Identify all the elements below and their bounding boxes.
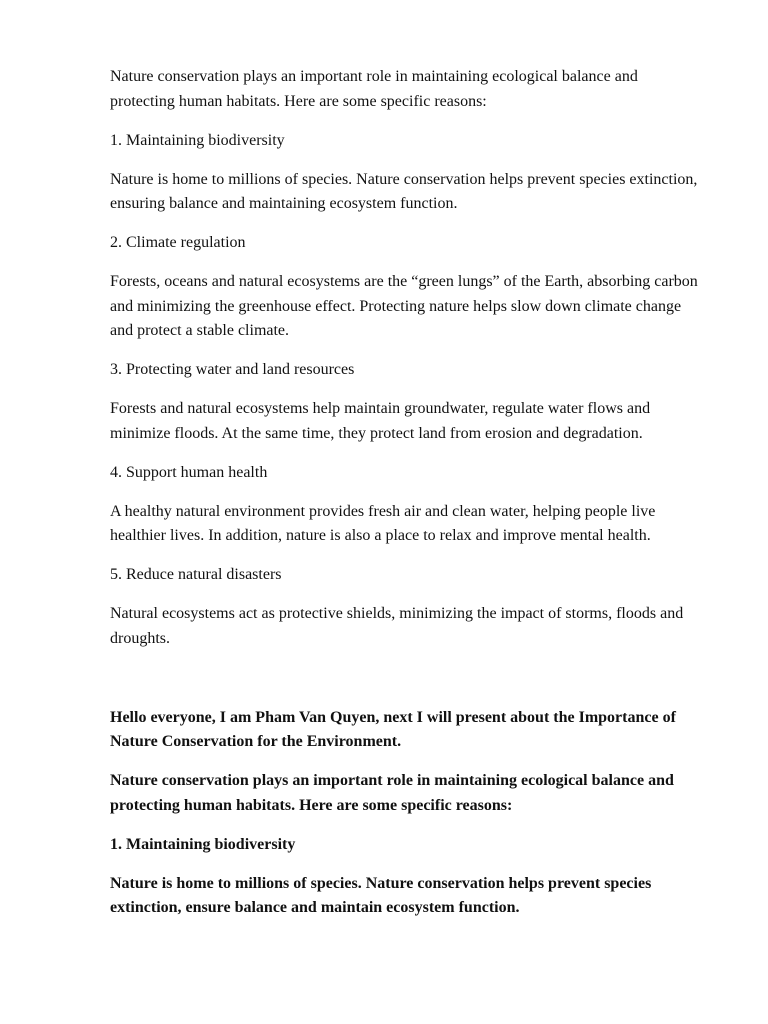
document-page <box>110 65 700 935</box>
bold-paragraph-biodiversity: Nature is home to millions of species. Nature conservation helps prevent species extinction, ensure balance and maintain ecosystem function. <box>110 874 652 916</box>
intro-paragraph: Nature conservation plays an important role in maintaining ecological balance and protecting human habitats. Here are some specific reasons: <box>110 68 638 110</box>
heading-health: 4. Support human health <box>110 463 268 481</box>
paragraph-climate: Forests, oceans and natural ecosystems are the “green lungs” of the Earth, absorbing carbon and minimizing the greenhouse effect. Protecting nature helps slow down climate change and protect a stable climate. <box>110 273 698 339</box>
heading-climate: 2. Climate regulation <box>110 234 246 251</box>
paragraph-health: A healthy natural environment provides fresh air and clean water, helping people live healthier lives. In addition, nature is also a place to relax and improve mental health. <box>110 502 656 544</box>
section-regular <box>110 65 700 651</box>
paragraph-water-land: Forests and natural ecosystems help maintain groundwater, regulate water flows and minimize floods. At the same time, they protect land from erosion and degradation. <box>110 400 651 442</box>
bold-intro-paragraph: Nature conservation plays an important role in maintaining ecological balance and protecting human habitats. Here are some specific reasons: <box>110 772 674 814</box>
paragraph-biodiversity: Nature is home to millions of species. Nature conservation helps prevent species extinction, ensuring balance and maintaining ecosystem function. <box>110 170 698 212</box>
bold-heading-biodiversity: 1. Maintaining biodiversity <box>110 835 296 853</box>
heading-disasters: 5. Reduce natural disasters <box>110 566 282 583</box>
paragraph-disasters: Natural ecosystems act as protective shields, minimizing the impact of storms, floods and droughts. <box>110 605 684 647</box>
greeting-paragraph: Hello everyone, I am Pham Van Quyen, next I will present about the Importance of Nature Conservation for the Environment. <box>110 708 676 750</box>
heading-biodiversity: 1. Maintaining biodiversity <box>110 131 285 149</box>
heading-water-land: 3. Protecting water and land resources <box>110 361 355 378</box>
section-bold <box>110 706 700 921</box>
section-spacer <box>110 666 700 706</box>
